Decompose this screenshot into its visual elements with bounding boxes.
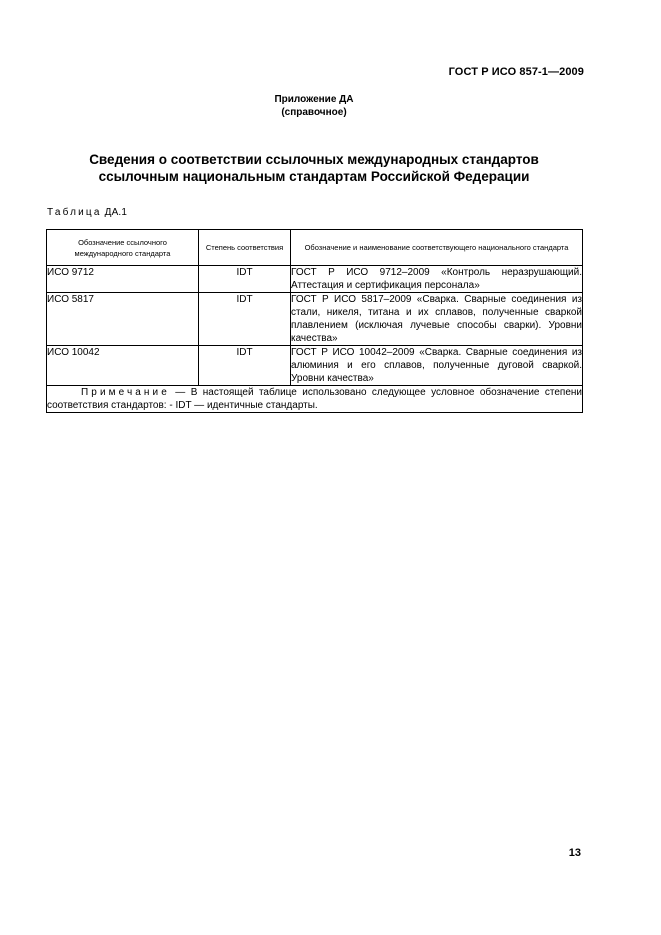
- document-title-line-2: ссылочным национальным стандартам Российской Федерации: [98, 169, 530, 184]
- table-header-row: [47, 230, 583, 266]
- document-title: [0, 151, 628, 185]
- cell-intl-standard: ИСО 9712: [47, 266, 199, 293]
- cell-national-standard: ГОСТ Р ИСО 5817–2009 «Сварка. Сварные соединения из стали, никеля, титана и их сплавов, полученные сваркой плавлением (исключая лучевые способы сварки). Уровни качества»: [291, 294, 582, 344]
- standard-code: ГОСТ Р ИСО 857-1—2009: [448, 66, 584, 78]
- table-row: [47, 293, 583, 346]
- note-text: — В настоящей таблице использовано следующее условное обозначение степени соответствия стандартов: - IDT — идентичные стандарты.: [47, 387, 582, 411]
- cell-degree: IDT: [199, 266, 291, 293]
- table-row: [47, 266, 583, 293]
- correspondence-table: [46, 229, 583, 413]
- header-intl-standard: [47, 230, 199, 266]
- header-degree: [199, 230, 291, 266]
- header-degree-text: Степень соответствия: [205, 243, 284, 252]
- header-national-standard-text: Обозначение и наименование соответствующего национального стандарта: [304, 243, 569, 252]
- table-note-row: [47, 386, 583, 413]
- cell-intl-standard: ИСО 5817: [47, 293, 199, 346]
- appendix-title: Приложение ДА: [274, 94, 354, 105]
- cell-national-standard: ГОСТ Р ИСО 9712–2009 «Контроль неразрушающий. Аттестация и сертификация персонала»: [291, 267, 582, 291]
- table-label: [47, 207, 127, 218]
- header-national-standard: [291, 230, 583, 266]
- table-note: [47, 386, 583, 413]
- cell-intl-standard: ИСО 10042: [47, 346, 199, 386]
- appendix-subtitle: (справочное): [281, 107, 347, 118]
- document-title-line-1: Сведения о соответствии ссылочных международных стандартов: [89, 152, 539, 167]
- note-label: Примечание: [81, 387, 170, 398]
- table-label-word: Таблица: [47, 207, 102, 218]
- table-row: [47, 346, 583, 386]
- cell-national-standard: ГОСТ Р ИСО 10042–2009 «Сварка. Сварные соединения из алюминия и его сплавов, полученные дуговой сваркой. Уровни качества»: [291, 347, 582, 384]
- cell-degree: IDT: [199, 293, 291, 346]
- page-number: 13: [568, 847, 581, 859]
- header-intl-standard-text: Обозначение ссылочного международного стандарта: [74, 237, 171, 258]
- appendix-heading: [0, 93, 628, 119]
- table-label-id: ДА.1: [104, 207, 128, 218]
- cell-degree: IDT: [199, 346, 291, 386]
